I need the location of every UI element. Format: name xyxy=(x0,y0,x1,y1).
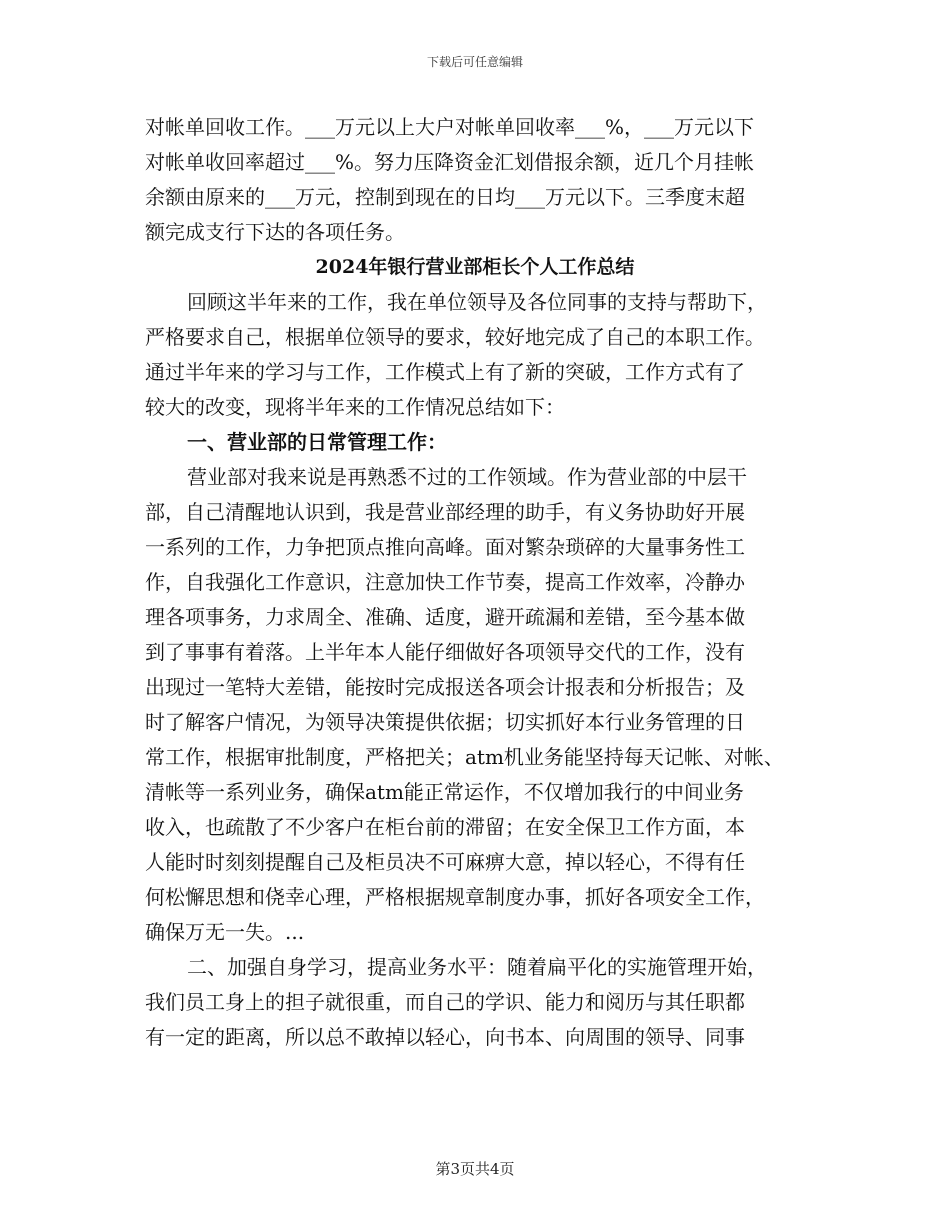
text-line: 理各项事务，力求周全、准确、适度，避开疏漏和差错，至今基本做 xyxy=(145,605,745,629)
text-line: 对帐单回收工作。___万元以上大户对帐单回收率___%，___万元以下 xyxy=(145,115,755,139)
text-line: 部，自己清醒地认识到，我是营业部经理的助手，有义务协助好开展 xyxy=(145,500,745,524)
document-body xyxy=(145,110,805,1055)
text-line: 确保万无一失。... xyxy=(145,920,305,944)
page-header-note: 下载后可任意编辑 xyxy=(426,55,523,69)
text-line: 回顾这半年来的工作，我在单位领导及各位同事的支持与帮助下， xyxy=(187,290,767,314)
text-line: 二、加强自身学习，提高业务水平：随着扁平化的实施管理开始， xyxy=(187,955,767,979)
text-line: 到了事事有着落。上半年本人能仔细做好各项领导交代的工作，没有 xyxy=(145,640,745,664)
text-line: 有一定的距离，所以总不敢掉以轻心，向书本、向周围的领导、同事 xyxy=(145,1025,745,1049)
text-line: 余额由原来的___万元，控制到现在的日均___万元以下。三季度末超 xyxy=(145,185,745,209)
text-line: 作，自我强化工作意识，注意加快工作节奏，提高工作效率，冷静办 xyxy=(145,570,745,594)
page-number: 第3页共4页 xyxy=(435,1160,515,1178)
text-line: 人能时时刻刻提醒自己及柜员决不可麻痹大意，掉以轻心，不得有任 xyxy=(145,850,745,874)
text-line: 额完成支行下达的各项任务。 xyxy=(145,220,405,244)
text-line: 何松懈思想和侥幸心理，严格根据规章制度办事，抓好各项安全工作， xyxy=(145,885,765,909)
section-heading: 一、营业部的日常管理工作： xyxy=(187,430,447,454)
text-line: 我们员工身上的担子就很重，而自己的学识、能力和阅历与其任职都 xyxy=(145,990,745,1014)
text-line: 严格要求自己，根据单位领导的要求，较好地完成了自己的本职工作。 xyxy=(145,325,765,349)
text-line: 较大的改变，现将半年来的工作情况总结如下： xyxy=(145,395,565,419)
document-title: 2024年银行营业部柜长个人工作总结 xyxy=(315,256,635,278)
text-line: 清帐等一系列业务，确保atm能正常运作，不仅增加我行的中间业务 xyxy=(145,780,744,804)
text-line: 通过半年来的学习与工作，工作模式上有了新的突破，工作方式有了 xyxy=(145,360,745,384)
text-line: 出现过一笔特大差错，能按时完成报送各项会计报表和分析报告；及 xyxy=(145,675,745,699)
text-line: 一系列的工作，力争把顶点推向高峰。面对繁杂琐碎的大量事务性工 xyxy=(145,535,745,559)
text-line: 营业部对我来说是再熟悉不过的工作领域。作为营业部的中层干 xyxy=(187,465,747,489)
text-line: 对帐单收回率超过___%。努力压降资金汇划借报余额，近几个月挂帐 xyxy=(145,150,755,174)
text-line: 时了解客户情况，为领导决策提供依据；切实抓好本行业务管理的日 xyxy=(145,710,745,734)
text-line: 常工作，根据审批制度，严格把关；atm机业务能坚持每天记帐、对帐、 xyxy=(145,745,784,769)
text-line: 收入，也疏散了不少客户在柜台前的滞留；在安全保卫工作方面，本 xyxy=(145,815,745,839)
